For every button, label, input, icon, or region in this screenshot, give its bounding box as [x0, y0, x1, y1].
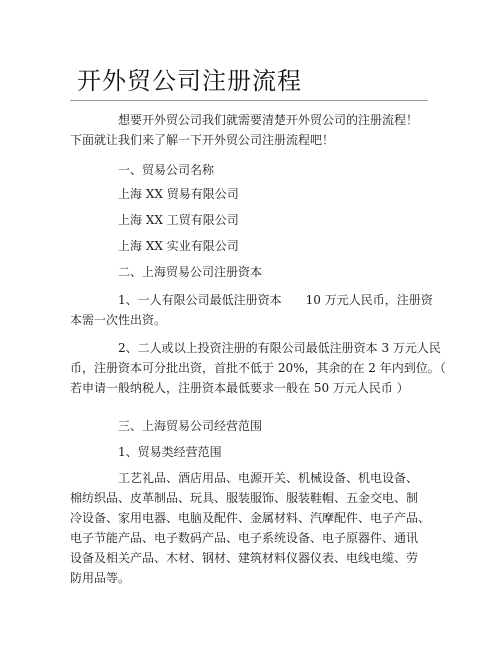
page-title: 开外贸公司注册流程 — [77, 67, 302, 95]
scope-subheading: 1、贸易类经营范围 — [118, 445, 222, 459]
company-name-1: 上海 XX 贸易有限公司 — [118, 187, 239, 201]
capital-item-1-line-1: 1、一人有限公司最低注册资本 10 万元人民币，注册资 — [118, 293, 433, 307]
scope-body-line-3: 冷设备、家用电器、电脑及配件、金属材料、汽摩配件、电子产品、 — [70, 511, 431, 525]
scope-body-line-4: 电子节能产品、电子数码产品、电子系统设备、电子原器件、通讯 — [70, 531, 419, 545]
intro-line-1: 想要开外贸公司我们就需要清楚开外贸公司的注册流程！ — [118, 113, 419, 127]
company-name-2: 上海 XX 工贸有限公司 — [118, 213, 239, 227]
section-heading-company-name: 一、贸易公司名称 — [118, 163, 215, 177]
capital-item-2-line-1: 2、二人或以上投资注册的有限公司最低注册资本 3 万元人民 — [118, 341, 441, 355]
capital-item-2-line-2: 币，注册资本可分批出资，首批不低于 20%，其余的在 2 年内到位。（ — [70, 361, 446, 375]
section-heading-capital: 二、上海贸易公司注册资本 — [118, 265, 263, 279]
scope-body-line-2: 棉纺织品、皮革制品、玩具、服装服饰、服装鞋帽、五金交电、制 — [70, 491, 419, 505]
capital-item-2-line-3: 若申请一般纳税人，注册资本最低要求一般在 50 万元人民币 ） — [70, 381, 409, 395]
capital-item-1-line-2: 本需一次性出资。 — [70, 313, 167, 327]
section-heading-scope: 三、上海贸易公司经营范围 — [118, 419, 263, 433]
scope-body-line-5: 设备及相关产品、木材、钢材、建筑材料仪器仪表、电线电缆、劳 — [70, 551, 419, 565]
company-name-3: 上海 XX 实业有限公司 — [118, 239, 239, 253]
scope-body-line-1: 工艺礼品、酒店用品、电源开关、机械设备、机电设备、 — [118, 471, 419, 485]
intro-line-2: 下面就让我们来了解一下开外贸公司注册流程吧！ — [70, 133, 335, 147]
scope-body-line-6: 防用品等。 — [70, 571, 131, 585]
title-divider — [70, 100, 428, 101]
